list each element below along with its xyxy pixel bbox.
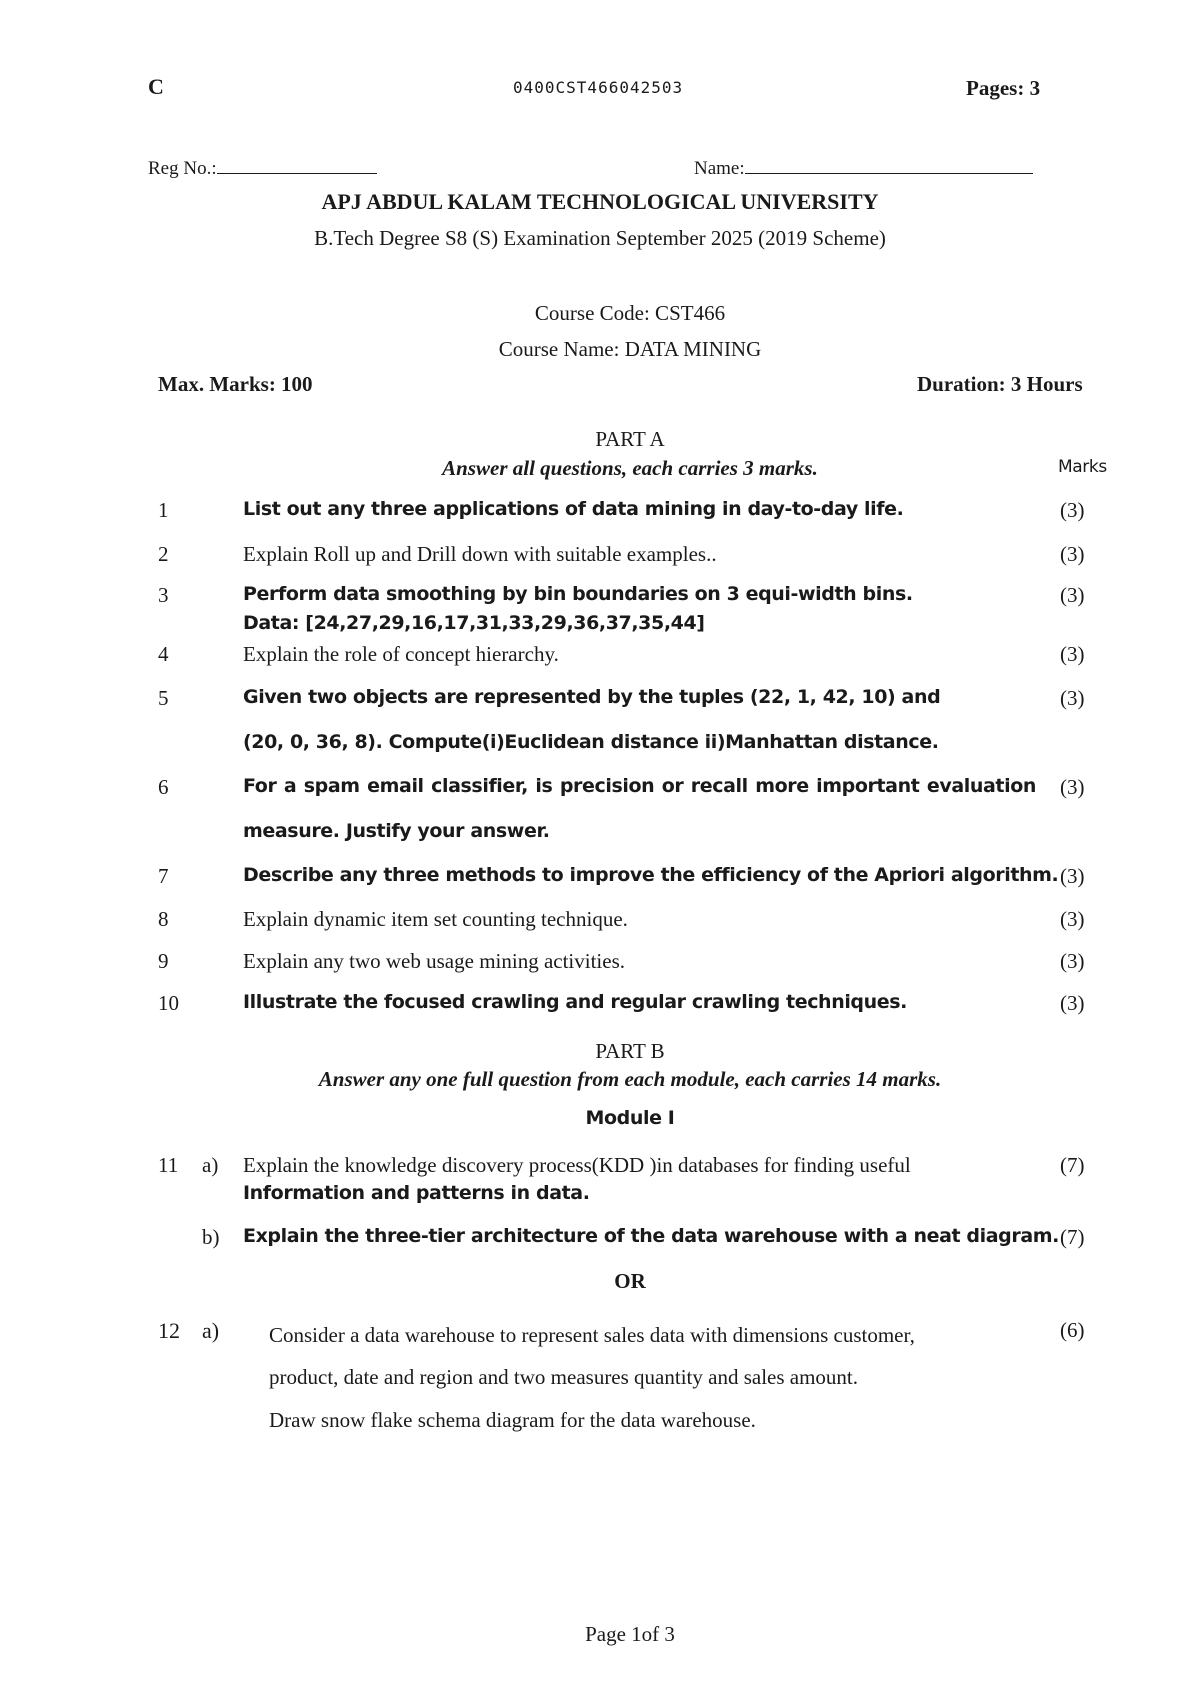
max-marks: Max. Marks: 100 <box>158 372 313 396</box>
question-text: Describe any three methods to improve the efficiency of the Apriori algorithm. <box>243 864 1059 886</box>
question-marks: (3) <box>1060 542 1085 566</box>
question-number: 6 <box>158 775 169 799</box>
question-number: 5 <box>158 686 169 710</box>
question-text-line2: measure. Justify your answer. <box>243 820 550 842</box>
reg-no-blank <box>217 155 377 174</box>
question-text: Explain the knowledge discovery process(KDD )in databases for finding useful <box>243 1153 911 1177</box>
page-footer: Page 1of 3 <box>585 1622 675 1646</box>
part-a-title: PART A <box>595 427 665 451</box>
question-number: 10 <box>158 991 179 1015</box>
question-text-line2: Information and patterns in data. <box>243 1182 590 1204</box>
question-text: Explain Roll up and Drill down with suitable examples.. <box>243 542 717 566</box>
question-marks: (7) <box>1060 1153 1085 1177</box>
question-text: Perform data smoothing by bin boundaries on 3 equi-width bins. <box>243 583 913 605</box>
question-marks: (3) <box>1060 991 1085 1015</box>
question-text: Given two objects are represented by the tuples (22, 1, 42, 10) and <box>243 686 941 708</box>
duration: Duration: 3 Hours <box>917 372 1083 396</box>
part-a-instruction: Answer all questions, each carries 3 marks. <box>442 456 818 480</box>
paper-series: C <box>148 74 164 99</box>
page-count: Pages: 3 <box>966 76 1041 100</box>
question-number: 4 <box>158 642 169 666</box>
question-number: 1 <box>158 498 169 522</box>
question-number: 12 <box>158 1318 180 1343</box>
question-number: 2 <box>158 542 169 566</box>
question-marks: (3) <box>1060 583 1085 607</box>
name-field <box>694 155 1033 180</box>
question-text: Explain any two web usage mining activities. <box>243 949 625 973</box>
question-number: 8 <box>158 907 169 931</box>
question-marks: (3) <box>1060 686 1085 710</box>
subpart-label: a) <box>202 1318 220 1343</box>
question-number: 11 <box>158 1153 179 1177</box>
exam-title: B.Tech Degree S8 (S) Examination September 2025 (2019 Scheme) <box>314 226 886 250</box>
or-separator: OR <box>614 1269 646 1293</box>
university-name: APJ ABDUL KALAM TECHNOLOGICAL UNIVERSITY <box>321 189 879 214</box>
part-b-title: PART B <box>595 1039 665 1063</box>
marks-column-label: Marks <box>1058 457 1107 477</box>
question-marks: (3) <box>1060 907 1085 931</box>
name-label: Name: <box>694 158 745 179</box>
reg-no-label: Reg No.: <box>148 158 217 179</box>
question-text-line3: Draw snow flake schema diagram for the data warehouse. <box>269 1408 756 1432</box>
question-text-line2: (20, 0, 36, 8). Compute(i)Euclidean distance ii)Manhattan distance. <box>243 731 939 753</box>
course-name: Course Name: DATA MINING <box>498 337 762 361</box>
question-text-line2: Data: [24,27,29,16,17,31,33,29,36,37,35,44] <box>243 612 705 634</box>
paper-code: 0400CST466042503 <box>513 78 684 97</box>
subpart-label: b) <box>202 1225 220 1249</box>
reg-no-field <box>148 155 377 180</box>
part-b-instruction: Answer any one full question from each module, each carries 14 marks. <box>318 1067 942 1091</box>
question-text: Explain the three-tier architecture of the data warehouse with a neat diagram. <box>243 1225 1059 1247</box>
question-text: For a spam email classifier, is precision or recall more important evaluation <box>243 775 1036 797</box>
question-marks: (3) <box>1060 864 1085 888</box>
question-marks: (3) <box>1060 642 1085 666</box>
question-number: 9 <box>158 949 169 973</box>
question-marks: (3) <box>1060 949 1085 973</box>
question-text: Illustrate the focused crawling and regular crawling techniques. <box>243 991 907 1013</box>
question-number: 3 <box>158 583 169 607</box>
name-blank <box>745 155 1033 174</box>
question-text-line2: product, date and region and two measures quantity and sales amount. <box>269 1365 859 1389</box>
question-text: Consider a data warehouse to represent sales data with dimensions customer, <box>269 1323 915 1347</box>
subpart-label: a) <box>202 1153 219 1177</box>
question-number: 7 <box>158 864 169 888</box>
question-marks: (3) <box>1060 498 1085 522</box>
question-marks: (6) <box>1060 1318 1085 1342</box>
course-code: Course Code: CST466 <box>534 301 726 325</box>
question-text: Explain dynamic item set counting technique. <box>243 907 628 931</box>
module-title: Module I <box>585 1107 675 1129</box>
question-marks: (3) <box>1060 775 1085 799</box>
question-text: Explain the role of concept hierarchy. <box>243 642 559 666</box>
question-text: List out any three applications of data mining in day-to-day life. <box>243 498 904 520</box>
question-marks: (7) <box>1060 1225 1085 1249</box>
